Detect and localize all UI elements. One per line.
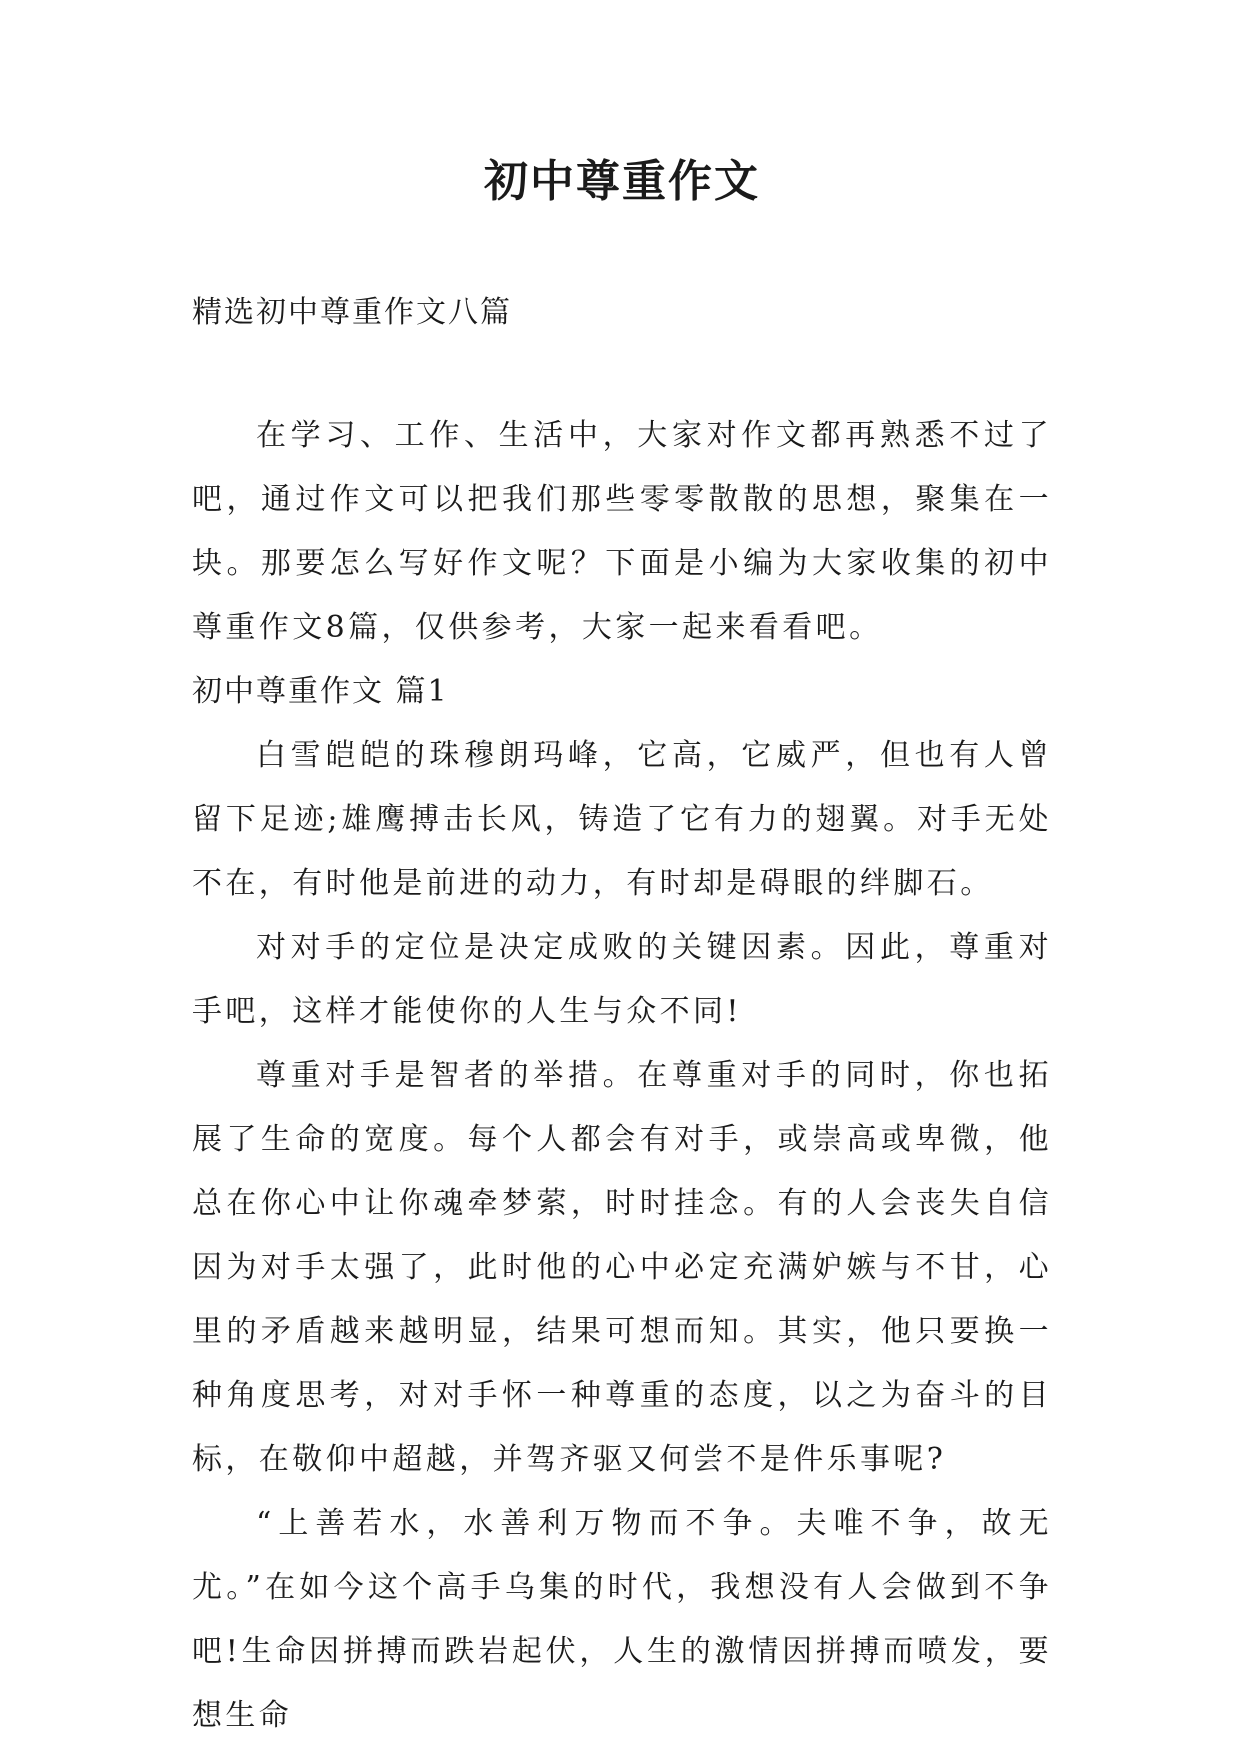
document-subtitle: 精选初中尊重作文八篇 <box>192 295 512 330</box>
essay-heading: 初中尊重作文 篇1 <box>192 674 449 709</box>
intro-paragraph: 在学习、工作、生活中，大家对作文都再熟悉不过了吧，通过作文可以把我们那些零零散散的思想，聚集在一块。那要怎么写好作文呢？下面是小编为大家收集的初中尊重作文8篇，仅供参考，大家一起来看看吧。 <box>192 418 1052 645</box>
essay-paragraph: 白雪皑皑的珠穆朗玛峰，它高，它威严，但也有人曾留下足迹;雄鹰搏击长风，铸造了它有力的翅翼。对手无处不在，有时他是前进的动力，有时却是碍眼的绊脚石。 <box>192 738 1052 901</box>
essay-paragraph: “上善若水，水善利万物而不争。夫唯不争，故无尤。”在如今这个高手乌集的时代，我想没有人会做到不争吧!生命因拼搏而跌岩起伏，人生的激情因拼搏而喷发，要想生命 <box>192 1506 1052 1733</box>
document-title: 初中尊重作文 <box>484 156 760 207</box>
essay-paragraph: 尊重对手是智者的举措。在尊重对手的同时，你也拓展了生命的宽度。每个人都会有对手，或崇高或卑微，他总在你心中让你魂牵梦萦，时时挂念。有的人会丧失自信因为对手太强了，此时他的心中必定充满妒嫉与不甘，心里的矛盾越来越明显，结果可想而知。其实，他只要换一种角度思考，对对手怀一种尊重的态度，以之为奋斗的目标，在敬仰中超越，并驾齐驱又何尝不是件乐事呢? <box>192 1058 1052 1477</box>
document-body <box>192 404 1052 1748</box>
essay-paragraph: 对对手的定位是决定成败的关键因素。因此，尊重对手吧，这样才能使你的人生与众不同! <box>192 930 1052 1029</box>
document-page <box>192 0 1052 1754</box>
